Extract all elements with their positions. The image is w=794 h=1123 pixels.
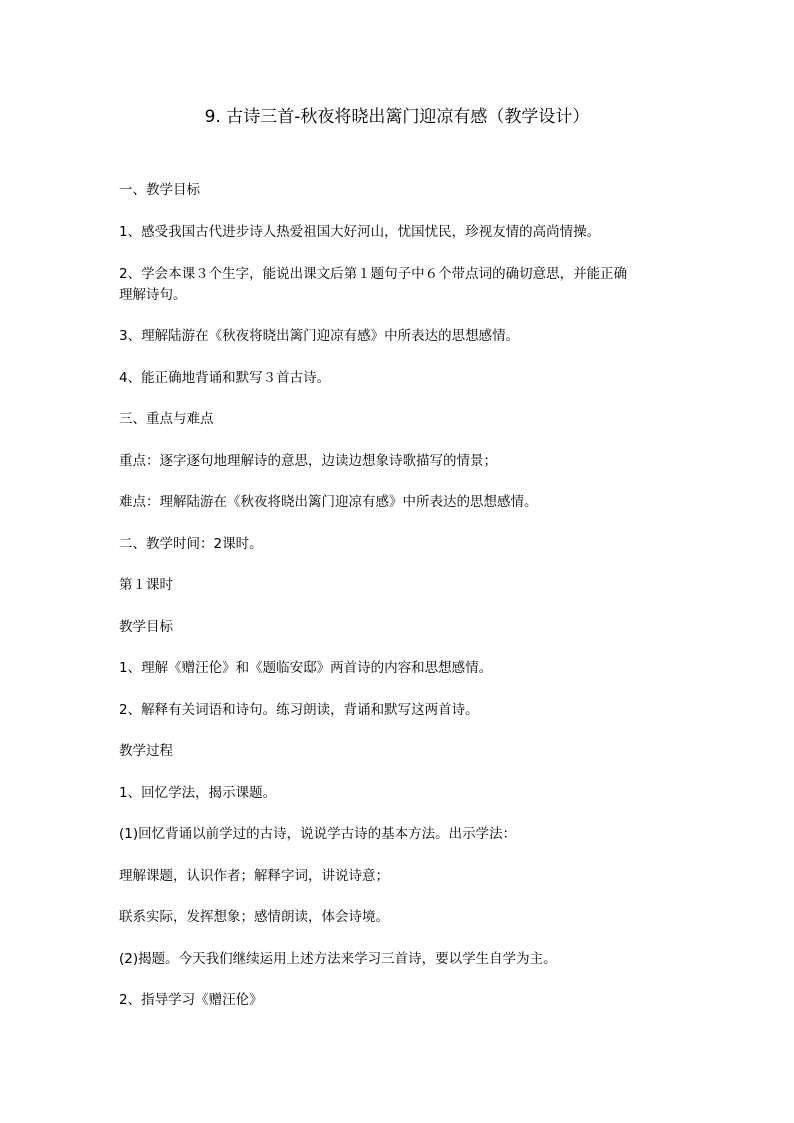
document-title: 9. 古诗三首-秋夜将晓出篱门迎凉有感（教学设计） <box>204 107 590 127</box>
process-step-1: 1、回忆学法，揭示课题。 <box>119 785 277 801</box>
section-heading-teaching-time: 二、教学时间：2课时。 <box>119 536 263 552</box>
objective-1: 1、感受我国古代进步诗人热爱祖国大好河山，忧国忧民，珍视友情的高尚情操。 <box>119 224 601 240</box>
section-heading-key-points: 三、重点与难点 <box>119 411 214 427</box>
objective-4: 4、能正确地背诵和默写３首古诗。 <box>119 370 331 386</box>
lesson-objectives-heading: 教学目标 <box>119 619 173 635</box>
study-method-line-2: 联系实际，发挥想象；感情朗读，体会诗境。 <box>119 909 389 925</box>
section-heading-objectives: 一、教学目标 <box>119 182 200 198</box>
teaching-process-heading: 教学过程 <box>119 743 173 759</box>
process-step-2: 2、指导学习《赠汪伦》 <box>119 992 263 1008</box>
study-method-line-1: 理解课题，认识作者；解释字词，讲说诗意； <box>119 868 389 884</box>
objective-2-continued: 理解诗句。 <box>119 287 187 303</box>
lesson-1-heading: 第１课时 <box>119 577 173 593</box>
objective-2: 2、学会本课３个生字，能说出课文后第１题句子中６个带点词的确切意思，并能正确 <box>119 266 628 282</box>
objective-3: 3、理解陆游在《秋夜将晓出篱门迎凉有感》中所表达的思想感情。 <box>119 328 520 344</box>
lesson-objective-1: 1、理解《赠汪伦》和《题临安邸》两首诗的内容和思想感情。 <box>119 660 493 676</box>
process-step-1-2: (2)揭题。今天我们继续运用上述方法来学习三首诗，要以学生自学为主。 <box>119 951 557 967</box>
key-point: 重点：逐字逐句地理解诗的意思，边读边想象诗歌描写的情景； <box>119 453 497 469</box>
lesson-objective-2: 2、解释有关词语和诗句。练习朗读，背诵和默写这两首诗。 <box>119 702 479 718</box>
process-step-1-1: (1)回忆背诵以前学过的古诗，说说学古诗的基本方法。出示学法： <box>119 826 517 842</box>
difficult-point: 难点：理解陆游在《秋夜将晓出篱门迎凉有感》中所表达的思想感情。 <box>119 494 538 510</box>
